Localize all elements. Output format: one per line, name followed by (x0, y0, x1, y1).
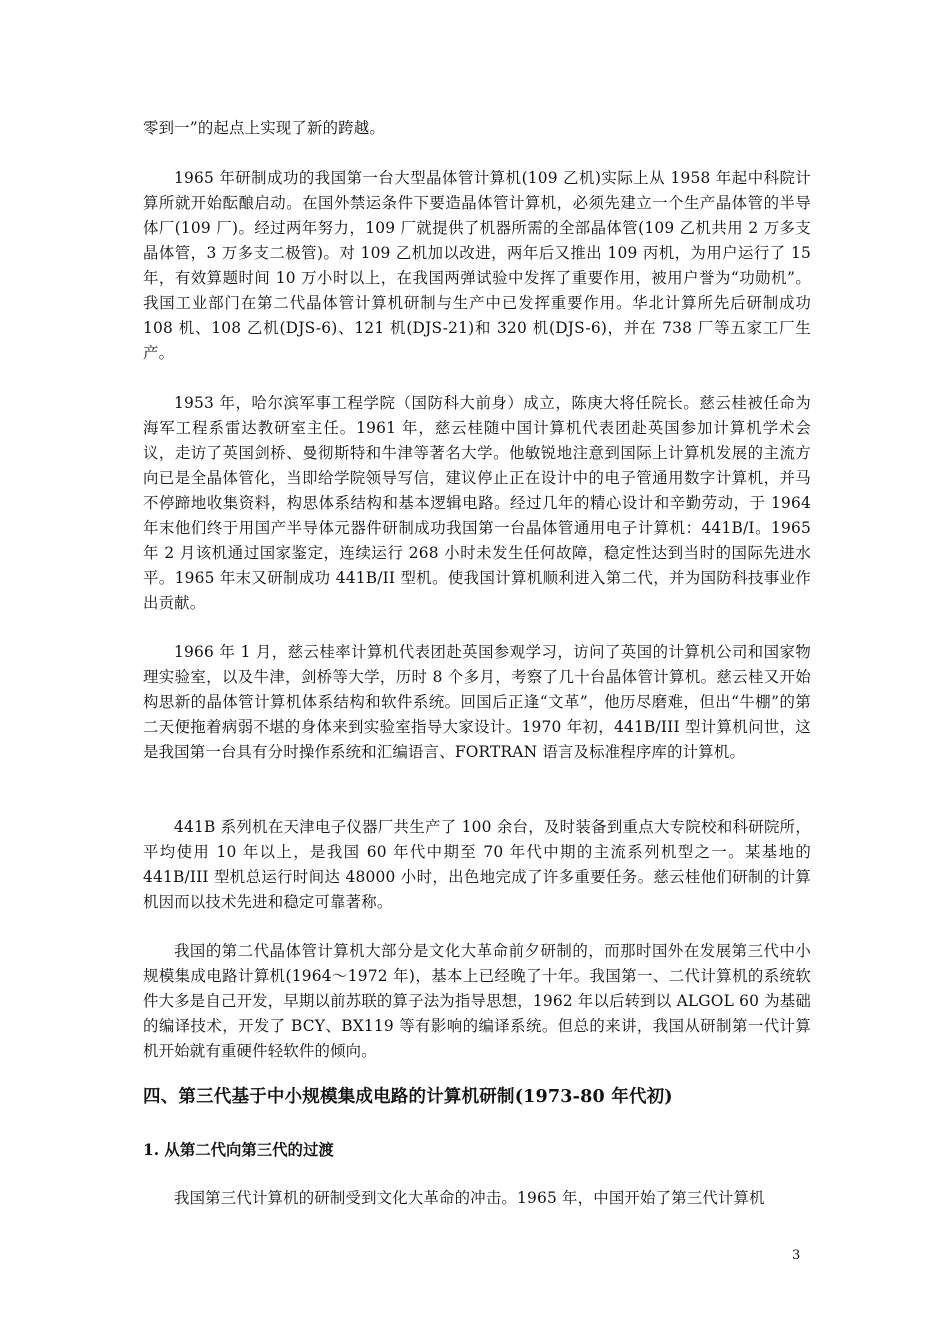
page-number: 3 (792, 1248, 801, 1263)
paragraph-second-generation-summary: 我国的第二代晶体管计算机大部分是文化大革命前夕研制的，而那时国外在发展第三代中小规模集成电路计算机(1964～1972 年)，基本上已经晚了十年。我国第一、二代计算机的系统软件大多是自己开发，早期以前苏联的算子法为指导思想，1962 年以后转到以 ALGOL 60 为基础的编译技术，开发了 BCY、BX119 等有影响的编译系统。但总的来讲，我国从研制第一代计算机开始就有重硬件轻软件的倾向。 (143, 942, 811, 1060)
paragraph-441b-iii: 1966 年 1 月，慈云桂率计算机代表团赴英国参观学习，访问了英国的计算机公司和国家物理实验室，以及牛津，剑桥等大学，历时 8 个多月，考察了几十台晶体管计算机。慈云桂又开始构思新的晶体管计算机体系结构和软件系统。回国后正逢“文革”，他历尽磨难，但出“牛棚”的第二天便拖着病弱不堪的身体来到实验室指导大家设计。1970 年初，441B/III 型计算机问世，这是我国第一台具有分时操作系统和汇编语言、FORTRAN 语言及标准程序库的计算机。 (143, 643, 811, 761)
paragraph-109-computer: 1965 年研制成功的我国第一台大型晶体管计算机(109 乙机)实际上从 1958 年起中科院计算所就开始酝酿启动。在国外禁运条件下要造晶体管计算机，必须先建立一个生产晶体管的半导体厂(109 厂)。经过两年努力，109 厂就提供了机器所需的全部晶体管(109 乙机共用 2 万多支晶体管，3 万多支二极管)。对 109 乙机加以改进，两年后又推出 109 丙机，为用户运行了 15 年，有效算题时间 10 万小时以上，在我国两弹试验中发挥了重要作用，被用户誉为“功勋机”。我国工业部门在第二代晶体管计算机研制与生产中已发挥重要作用。华北计算所先后研制成功 108 机、108 乙机(DJS-6)、121 机(DJS-21)和 320 机(DJS-6)，并在 738 厂等五家工厂生产。 (143, 169, 811, 362)
paragraph-441b-origin: 1953 年，哈尔滨军事工程学院（国防科大前身）成立，陈庚大将任院长。慈云桂被任命为海军工程系雷达教研室主任。1961 年，慈云桂随中国计算机代表团赴英国参加计算机学术会议，走访了英国剑桥、曼彻斯特和牛津等著名大学。他敏锐地注意到国际上计算机发展的主流方向已是全晶体管化，当即给学院领导写信，建议停止正在设计中的电子管通用数字计算机，并马不停蹄地收集资料，构思体系结构和基本逻辑电路。经过几年的精心设计和辛勤劳动，于 1964 年末他们终于用国产半导体元器件研制成功我国第一台晶体管通用电子计算机：441B/I。1965 年 2 月该机通过国家鉴定，连续运行 268 小时未发生任何故障，稳定性达到当时的国际先进水平。1965 年末又研制成功 441B/II 型机。使我国计算机顺利进入第二代，并为国防科技事业作出贡献。 (143, 394, 811, 612)
paragraph-continuation: 零到一”的起点上实现了新的跨越。 (143, 119, 385, 137)
paragraph-third-generation-start: 我国第三代计算机的研制受到文化大革命的冲击。1965 年，中国开始了第三代计算机 (174, 1189, 765, 1207)
subsection-heading: 1. 从第二代向第三代的过渡 (143, 1141, 334, 1159)
section-heading: 四、第三代基于中小规模集成电路的计算机研制(1973-80 年代初) (143, 1087, 673, 1107)
paragraph-441b-series: 441B 系列机在天津电子仪器厂共生产了 100 余台，及时装备到重点大专院校和科研院所，平均使用 10 年以上，是我国 60 年代中期至 70 年代中期的主流系列机型之一。某基地的 441B/III 型机总运行时间达 48000 小时，出色地完成了许多重要任务。慈云桂他们研制的计算机因而以技术先进和稳定可靠著称。 (143, 818, 811, 911)
